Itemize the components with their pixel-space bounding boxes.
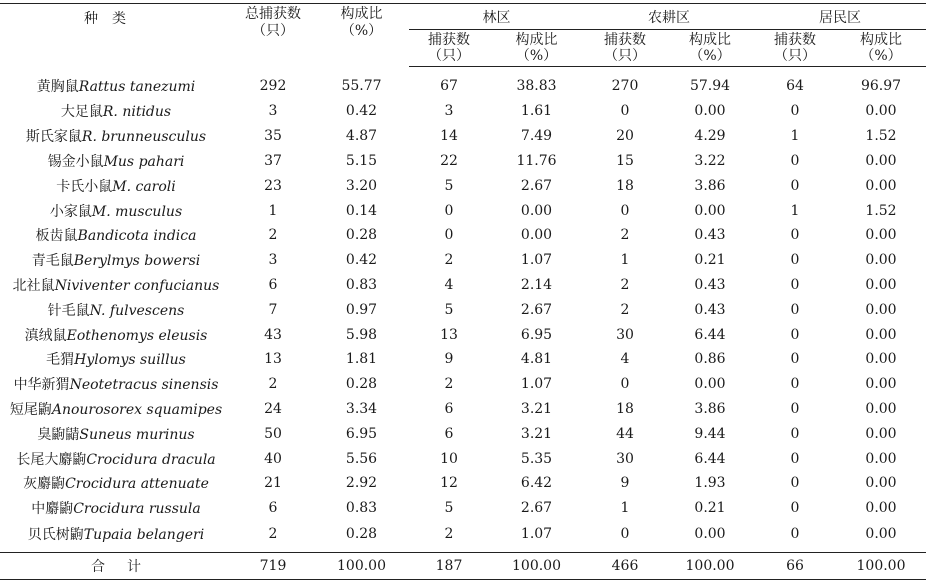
value-cell: 0.00 xyxy=(865,526,897,543)
value-cell: 0.00 xyxy=(865,177,897,194)
total-cell: 466 xyxy=(584,552,666,579)
value-cell: 0 xyxy=(790,376,800,393)
value-cell: 0.00 xyxy=(865,103,897,120)
species-latin-name: Bandicota indica xyxy=(77,228,197,245)
value-cell: 0 xyxy=(790,326,800,343)
value-cell: 0.00 xyxy=(865,450,897,467)
table-body xyxy=(0,67,926,553)
value-cell: 0 xyxy=(790,425,800,442)
value-cell: 0.43 xyxy=(694,301,726,318)
sub-count-line2: （只） xyxy=(774,48,816,64)
total-label-char-2: 计 xyxy=(127,558,141,575)
sub-ratio-line2: （%） xyxy=(860,48,902,64)
total-cell: 719 xyxy=(232,552,314,579)
species-chinese-name: 毛猬 xyxy=(46,352,75,369)
species-chinese-name: 锡金小鼠 xyxy=(47,153,104,170)
group-header-forest xyxy=(409,4,584,30)
value-cell: 0.28 xyxy=(345,227,378,244)
sub-count-line1: 捕获数 xyxy=(428,32,470,48)
total-label xyxy=(0,552,232,579)
value-cell: 44 xyxy=(616,425,634,442)
total-row xyxy=(0,552,926,579)
value-cell: 9 xyxy=(444,351,454,368)
value-cell: 1 xyxy=(620,252,630,269)
value-cell: 3.21 xyxy=(520,425,553,442)
value-cell: 1.52 xyxy=(865,128,897,145)
species-name-cell xyxy=(0,347,232,372)
value-cell: 3.22 xyxy=(694,152,726,169)
species-latin-name: Suneus murinus xyxy=(79,426,195,443)
species-name-cell xyxy=(0,149,232,174)
value-cell: 7 xyxy=(268,301,278,318)
group-header-farmland xyxy=(584,4,754,30)
value-cell: 0.21 xyxy=(694,500,726,517)
species-name-cell xyxy=(0,124,232,149)
value-cell: 6 xyxy=(444,400,454,417)
sub-count-line1: 捕获数 xyxy=(604,32,646,48)
species-chinese-name: 卡氏小鼠 xyxy=(56,178,113,195)
value-cell: 4.87 xyxy=(345,128,378,145)
species-name-cell xyxy=(0,223,232,248)
value-cell: 3.34 xyxy=(345,400,378,417)
total-cell: 66 xyxy=(754,552,836,579)
value-cell: 1.52 xyxy=(865,202,897,219)
value-cell: 5.98 xyxy=(345,326,378,343)
species-column-header xyxy=(0,4,232,67)
value-cell: 0.00 xyxy=(694,526,726,543)
value-cell: 4 xyxy=(444,276,454,293)
value-cell: 0.14 xyxy=(345,202,378,219)
species-chinese-name: 大足鼠 xyxy=(60,104,103,121)
value-cell: 2 xyxy=(268,227,278,244)
species-chinese-name: 板齿鼠 xyxy=(35,228,78,245)
value-cell: 6.95 xyxy=(520,326,553,343)
farmland-count-header xyxy=(584,30,666,67)
value-cell: 13 xyxy=(440,326,458,343)
species-chinese-name: 短尾鼩 xyxy=(9,401,52,418)
table-row xyxy=(0,397,926,422)
value-cell: 0.42 xyxy=(345,252,378,269)
value-cell: 0.00 xyxy=(865,425,897,442)
value-cell: 6 xyxy=(444,425,454,442)
value-cell: 0.28 xyxy=(345,526,378,543)
value-cell: 0.00 xyxy=(865,301,897,318)
species-name-cell xyxy=(0,273,232,298)
species-capture-table xyxy=(0,3,926,580)
sub-ratio-line1: 构成比 xyxy=(515,32,558,48)
total-cell: 100.00 xyxy=(489,552,584,579)
table-row xyxy=(0,496,926,521)
species-latin-name: Hylomys suillus xyxy=(74,352,186,369)
sub-ratio-line2: （%） xyxy=(515,48,558,64)
value-cell: 0.00 xyxy=(865,152,897,169)
species-latin-name: M. caroli xyxy=(112,178,176,195)
total-ratio-header xyxy=(314,4,409,67)
value-cell: 1 xyxy=(268,202,278,219)
value-cell: 1.93 xyxy=(694,475,726,492)
value-cell: 2 xyxy=(620,227,630,244)
value-cell: 5.56 xyxy=(345,450,378,467)
sub-count-line2: （只） xyxy=(428,48,470,64)
species-chinese-name: 灰麝鼩 xyxy=(23,476,66,493)
species-latin-name: Rattus tanezumi xyxy=(78,78,196,95)
value-cell: 0.43 xyxy=(694,227,726,244)
species-latin-name: Mus pahari xyxy=(103,153,185,170)
total-cell: 187 xyxy=(409,552,489,579)
species-latin-name: R. brunneusculus xyxy=(81,129,207,146)
species-name-cell xyxy=(0,521,232,553)
species-chinese-name: 长尾大麝鼩 xyxy=(16,451,87,468)
value-cell: 11.76 xyxy=(516,152,557,169)
group-header-forest-label: 林区 xyxy=(482,9,511,26)
value-cell: 23 xyxy=(264,177,282,194)
sub-ratio-line1: 构成比 xyxy=(689,32,731,48)
value-cell: 0.00 xyxy=(694,202,726,219)
value-cell: 0 xyxy=(790,103,800,120)
value-cell: 0 xyxy=(790,400,800,417)
value-cell: 3 xyxy=(444,103,454,120)
species-chinese-name: 斯氏家鼠 xyxy=(25,129,82,146)
species-name-cell xyxy=(0,99,232,124)
value-cell: 2 xyxy=(268,526,278,543)
table-row xyxy=(0,273,926,298)
value-cell: 0 xyxy=(620,103,630,120)
value-cell: 21 xyxy=(264,475,282,492)
value-cell: 6.44 xyxy=(694,450,726,467)
value-cell: 0 xyxy=(444,202,454,219)
value-cell: 0 xyxy=(790,475,800,492)
total-cell: 100.00 xyxy=(314,552,409,579)
farmland-ratio-header xyxy=(666,30,754,67)
species-name-cell xyxy=(0,372,232,397)
value-cell: 5 xyxy=(444,301,454,318)
value-cell: 15 xyxy=(616,152,634,169)
value-cell: 0 xyxy=(790,177,800,194)
value-cell: 0.21 xyxy=(694,252,726,269)
table-row xyxy=(0,248,926,273)
value-cell: 0.83 xyxy=(345,276,378,293)
value-cell: 14 xyxy=(440,128,458,145)
group-header-residential-label: 居民区 xyxy=(819,9,861,26)
species-chinese-name: 黄胸鼠 xyxy=(36,78,79,95)
value-cell: 7.49 xyxy=(520,128,553,145)
value-cell: 0 xyxy=(620,376,630,393)
value-cell: 0.00 xyxy=(520,202,553,219)
value-cell: 4 xyxy=(620,351,630,368)
value-cell: 0.00 xyxy=(865,252,897,269)
species-name-cell xyxy=(0,67,232,100)
value-cell: 0.42 xyxy=(345,103,378,120)
table-row xyxy=(0,372,926,397)
total-ratio-header-line1: 构成比 xyxy=(340,6,383,22)
species-latin-name: Niviventer confucianus xyxy=(54,277,220,294)
table-row xyxy=(0,521,926,553)
group-header-farmland-label: 农耕区 xyxy=(648,9,690,26)
value-cell: 0.00 xyxy=(694,103,726,120)
value-cell: 0 xyxy=(790,351,800,368)
value-cell: 2.14 xyxy=(520,276,553,293)
value-cell: 6.44 xyxy=(694,326,726,343)
value-cell: 292 xyxy=(259,77,287,94)
sub-ratio-line1: 构成比 xyxy=(860,32,902,48)
value-cell: 0.43 xyxy=(694,276,726,293)
value-cell: 3 xyxy=(268,103,278,120)
table-row xyxy=(0,322,926,347)
species-latin-name: M. musculus xyxy=(91,203,183,220)
value-cell: 30 xyxy=(616,326,634,343)
value-cell: 0.00 xyxy=(865,227,897,244)
species-latin-name: N. fulvescens xyxy=(89,302,185,319)
species-name-cell xyxy=(0,471,232,496)
table-row xyxy=(0,173,926,198)
table-row xyxy=(0,99,926,124)
value-cell: 4.29 xyxy=(694,128,726,145)
species-header-char-2: 类 xyxy=(112,11,126,27)
value-cell: 1.07 xyxy=(520,526,553,543)
value-cell: 1.07 xyxy=(520,252,553,269)
forest-count-header xyxy=(409,30,489,67)
species-chinese-name: 臭鼩鼱 xyxy=(37,426,80,443)
species-latin-name: Crocidura dracula xyxy=(86,451,216,468)
value-cell: 2.67 xyxy=(520,177,553,194)
value-cell: 30 xyxy=(616,450,634,467)
value-cell: 9 xyxy=(620,475,630,492)
value-cell: 24 xyxy=(264,400,282,417)
value-cell: 0.83 xyxy=(345,500,378,517)
value-cell: 2 xyxy=(444,376,454,393)
value-cell: 3.20 xyxy=(345,177,378,194)
value-cell: 3 xyxy=(268,252,278,269)
species-chinese-name: 中华新猬 xyxy=(13,377,70,394)
value-cell: 270 xyxy=(611,78,639,94)
sub-count-line2: （只） xyxy=(604,48,646,64)
value-cell: 57.94 xyxy=(689,78,731,94)
value-cell: 0.28 xyxy=(345,376,378,393)
table-row xyxy=(0,67,926,100)
value-cell: 37 xyxy=(264,152,282,169)
total-cell: 100.00 xyxy=(836,552,926,579)
sub-count-line1: 捕获数 xyxy=(774,32,816,48)
total-count-header-line1: 总捕获数 xyxy=(245,6,301,22)
value-cell: 2.67 xyxy=(520,301,553,318)
species-latin-name: Anourosorex squamipes xyxy=(51,401,223,418)
value-cell: 1 xyxy=(790,202,800,219)
value-cell: 9.44 xyxy=(694,425,726,442)
value-cell: 0.00 xyxy=(694,376,726,393)
species-name-cell xyxy=(0,248,232,273)
value-cell: 0 xyxy=(790,500,800,517)
value-cell: 2 xyxy=(620,276,630,293)
value-cell: 67 xyxy=(440,78,458,94)
residential-count-header xyxy=(754,30,836,67)
value-cell: 96.97 xyxy=(860,78,902,94)
species-name-cell xyxy=(0,173,232,198)
species-chinese-name: 中麝鼩 xyxy=(31,501,74,518)
value-cell: 3.86 xyxy=(694,400,726,417)
total-cell: 100.00 xyxy=(666,552,754,579)
species-chinese-name: 滇绒鼠 xyxy=(24,327,67,344)
value-cell: 0 xyxy=(790,152,800,169)
value-cell: 0.00 xyxy=(865,500,897,517)
value-cell: 1.07 xyxy=(520,376,553,393)
species-name-cell xyxy=(0,322,232,347)
species-name-cell xyxy=(0,297,232,322)
value-cell: 0.00 xyxy=(865,276,897,293)
value-cell: 0.86 xyxy=(694,351,726,368)
value-cell: 0.00 xyxy=(520,227,553,244)
forest-ratio-header xyxy=(489,30,584,67)
value-cell: 3.21 xyxy=(520,400,553,417)
value-cell: 5 xyxy=(444,177,454,194)
species-chinese-name: 小家鼠 xyxy=(49,203,92,220)
value-cell: 4.81 xyxy=(520,351,553,368)
value-cell: 0.00 xyxy=(865,376,897,393)
species-name-cell xyxy=(0,198,232,223)
species-latin-name: Crocidura attenuate xyxy=(65,476,209,493)
value-cell: 5.35 xyxy=(520,450,553,467)
value-cell: 0.00 xyxy=(865,475,897,492)
value-cell: 35 xyxy=(264,128,282,145)
value-cell: 0 xyxy=(444,227,454,244)
value-cell: 0.00 xyxy=(865,351,897,368)
value-cell: 0.97 xyxy=(345,301,378,318)
value-cell: 6.42 xyxy=(520,475,553,492)
species-name-cell xyxy=(0,496,232,521)
value-cell: 10 xyxy=(440,450,458,467)
species-chinese-name: 北社鼠 xyxy=(12,277,55,294)
sub-ratio-line2: （%） xyxy=(689,48,731,64)
species-chinese-name: 针毛鼠 xyxy=(47,302,90,319)
group-header-residential xyxy=(754,4,926,30)
value-cell: 2 xyxy=(268,376,278,393)
value-cell: 0 xyxy=(790,526,800,543)
species-latin-name: Eothenomys eleusis xyxy=(66,327,208,344)
table-row xyxy=(0,198,926,223)
species-name-cell xyxy=(0,421,232,446)
value-cell: 55.77 xyxy=(341,77,382,94)
value-cell: 0 xyxy=(790,252,800,269)
table-row xyxy=(0,421,926,446)
value-cell: 0 xyxy=(790,227,800,244)
value-cell: 0 xyxy=(620,202,630,219)
value-cell: 0 xyxy=(790,450,800,467)
value-cell: 40 xyxy=(264,450,282,467)
value-cell: 2.67 xyxy=(520,500,553,517)
value-cell: 38.83 xyxy=(516,78,557,94)
table-row xyxy=(0,149,926,174)
value-cell: 18 xyxy=(616,400,634,417)
value-cell: 1 xyxy=(790,128,800,145)
value-cell: 20 xyxy=(616,128,634,145)
value-cell: 18 xyxy=(616,177,634,194)
value-cell: 6 xyxy=(268,276,278,293)
species-chinese-name: 贝氏树鼩 xyxy=(27,527,84,544)
species-name-cell xyxy=(0,397,232,422)
species-latin-name: Neotetracus sinensis xyxy=(69,377,219,394)
table-row xyxy=(0,471,926,496)
table-row xyxy=(0,124,926,149)
table-row xyxy=(0,223,926,248)
value-cell: 1 xyxy=(620,500,630,517)
table-row xyxy=(0,446,926,471)
value-cell: 6.95 xyxy=(345,425,378,442)
value-cell: 43 xyxy=(264,326,282,343)
value-cell: 0.00 xyxy=(865,400,897,417)
value-cell: 2.92 xyxy=(345,475,378,492)
value-cell: 5.15 xyxy=(345,152,378,169)
residential-ratio-header xyxy=(836,30,926,67)
total-label-char-1: 合 xyxy=(91,558,105,575)
value-cell: 1.61 xyxy=(520,103,553,120)
species-latin-name: Tupaia belangeri xyxy=(83,527,205,544)
value-cell: 64 xyxy=(786,78,804,94)
value-cell: 0 xyxy=(790,276,800,293)
value-cell: 3.86 xyxy=(694,177,726,194)
table-row xyxy=(0,347,926,372)
value-cell: 2 xyxy=(444,252,454,269)
species-latin-name: R. nitidus xyxy=(102,104,172,121)
table-row xyxy=(0,297,926,322)
value-cell: 13 xyxy=(264,351,282,368)
value-cell: 1.81 xyxy=(345,351,378,368)
species-name-cell xyxy=(0,446,232,471)
value-cell: 22 xyxy=(440,152,458,169)
value-cell: 0 xyxy=(620,526,630,543)
value-cell: 2 xyxy=(620,301,630,318)
value-cell: 50 xyxy=(264,425,282,442)
value-cell: 6 xyxy=(268,500,278,517)
total-ratio-header-line2: （%） xyxy=(340,23,383,39)
species-latin-name: Crocidura russula xyxy=(73,501,201,518)
value-cell: 5 xyxy=(444,500,454,517)
value-cell: 12 xyxy=(440,475,458,492)
value-cell: 2 xyxy=(444,526,454,543)
species-chinese-name: 青毛鼠 xyxy=(31,253,74,270)
value-cell: 0.00 xyxy=(865,326,897,343)
species-latin-name: Berylmys bowersi xyxy=(73,253,201,270)
total-count-header xyxy=(232,4,314,67)
value-cell: 0 xyxy=(790,301,800,318)
total-count-header-line2: （只） xyxy=(252,23,294,39)
species-header-char-1: 种 xyxy=(84,11,98,27)
